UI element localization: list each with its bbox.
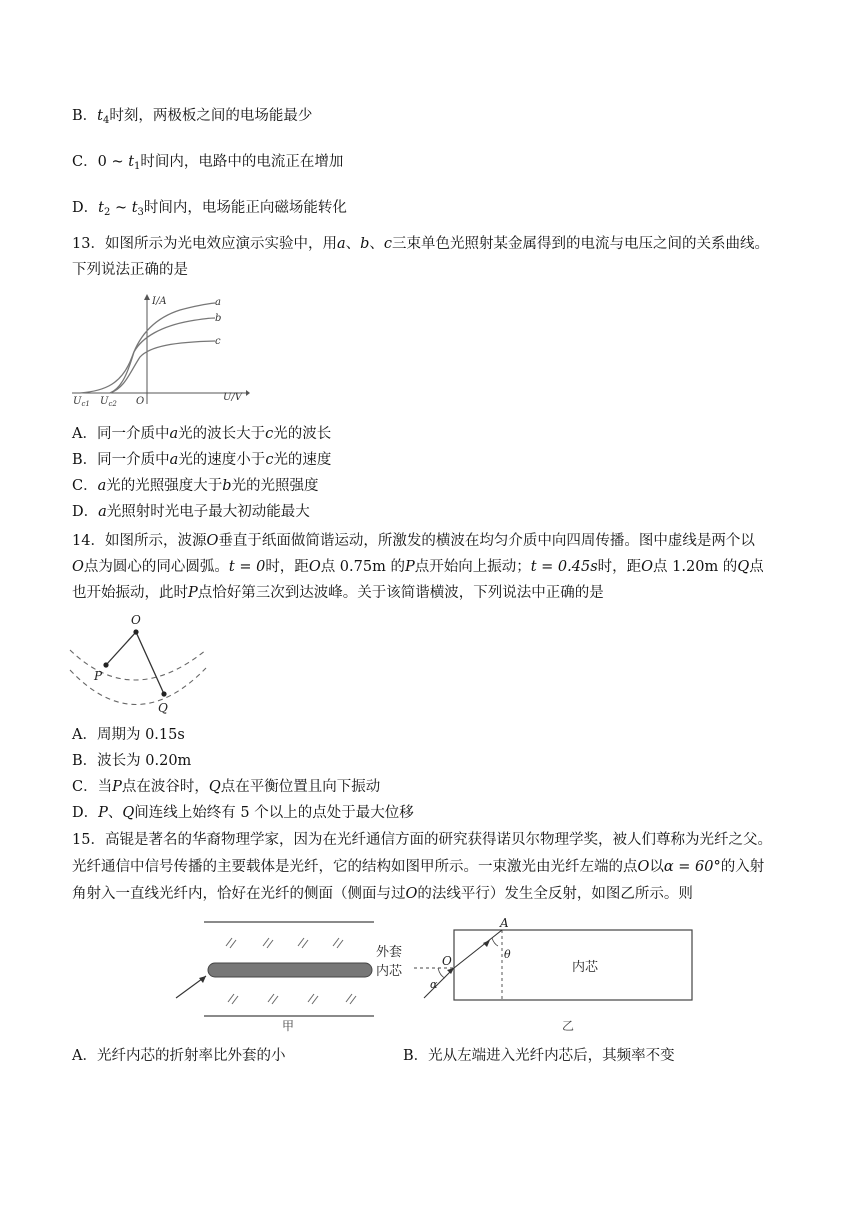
- inner-arc: [70, 650, 206, 680]
- figure-yi-caption: 乙: [562, 1019, 575, 1033]
- source-o-point: [133, 629, 138, 634]
- alpha-label: α: [430, 978, 438, 991]
- q14-option-c: C．当P点在波谷时，Q点在平衡位置且向下振动: [72, 779, 381, 795]
- y-axis-label: I/A: [152, 296, 167, 307]
- q13-stem-line1: 13．如图所示为光电效应演示实验中，用a、b、c三束单色光照射某金属得到的电流与电压之间的关系曲线。: [72, 236, 770, 252]
- q14-stem-line3: 也开始振动，此时P点恰好第三次到达波峰。关于该简谐横波，下列说法中正确的是: [72, 585, 604, 601]
- fiber-structure-figure: [168, 916, 420, 1034]
- curve-a-label: a: [215, 297, 221, 308]
- core-label: 内芯: [572, 960, 599, 975]
- theta-label: θ: [504, 948, 511, 961]
- photoelectric-iv-graph: [70, 292, 250, 410]
- refracted-ray: [454, 930, 502, 968]
- q14-option-b: B．波长为 0.20m: [72, 753, 192, 769]
- q12-option-c: C．0 ~ $t_1$时间内，电路中的电流正在增加: [72, 154, 344, 172]
- q15-stem-line3: 角射入一直线光纤内，恰好在光纤的侧面（侧面与过O的法线平行）发生全反射，如图乙所示。则: [72, 886, 693, 902]
- label-p: P: [94, 669, 103, 683]
- fiber-refraction-figure: [412, 916, 700, 1034]
- x-axis-label: U/V: [223, 392, 243, 403]
- uc1-label: $U_{c1}$: [73, 396, 90, 408]
- q14-option-d: D．P、Q间连线上始终有 5 个以上的点处于最大位移: [72, 805, 414, 821]
- curve-b: [110, 318, 215, 393]
- point-a-label: A: [500, 916, 509, 930]
- q15-option-b: B．光从左端进入光纤内芯后，其频率不变: [403, 1048, 675, 1064]
- point-o-label: O: [442, 954, 452, 968]
- q13-stem-line2: 下列说法正确的是: [72, 262, 188, 278]
- curve-c-label: c: [215, 336, 221, 347]
- inner-core-label: 内芯: [376, 964, 403, 979]
- curve-b-label: b: [215, 313, 222, 324]
- label-q: Q: [158, 701, 168, 715]
- origin-label: O: [136, 396, 145, 407]
- q13-option-b: B．同一介质中a光的速度小于c光的速度: [72, 452, 332, 468]
- q15-option-a: A．光纤内芯的折射率比外套的小: [72, 1048, 286, 1064]
- q12-option-d: D．$t_2$ ~ $t_3$时间内，电场能正向磁场能转化: [72, 200, 347, 218]
- q15-stem-line2: 光纤通信中信号传播的主要载体是光纤，它的结构如图甲所示。一束激光由光纤左端的点O以α = 60°的入射: [72, 859, 765, 875]
- q14-stem-line1: 14．如图所示，波源O垂直于纸面做简谐运动，所激发的横波在均匀介质中向四周传播。图中虚线是两个以: [72, 533, 755, 549]
- q15-stem-line1: 15．高锟是著名的华裔物理学家，因为在光纤通信方面的研究获得诺贝尔物理学奖，被人们尊称为光纤之父。: [72, 832, 772, 848]
- wave-source-figure: [66, 610, 210, 718]
- outer-arc: [70, 668, 206, 705]
- q13-option-a: A．同一介质中a光的波长大于c光的波长: [72, 426, 332, 442]
- point-q: [161, 691, 166, 696]
- label-o: O: [131, 613, 141, 627]
- q13-option-d: D．a光照射时光电子最大初动能最大: [72, 504, 310, 520]
- q14-stem-line2: O点为圆心的同心圆弧。t = 0时，距O点 0.75m 的P点开始向上振动；t = 0.45s时，距O点 1.20m 的Q点: [72, 559, 764, 575]
- q14-option-a: A．周期为 0.15s: [72, 727, 185, 743]
- fiber-core: [208, 963, 372, 977]
- q13-option-c: C．a光的光照强度大于b光的光照强度: [72, 478, 319, 494]
- point-p: [103, 662, 108, 667]
- outer-cladding-label: 外套: [376, 945, 403, 960]
- q12-option-b: B．$t_4$时刻，两极板之间的电场能最少: [72, 108, 313, 126]
- curve-c: [110, 341, 215, 393]
- uc2-label: $U_{c2}$: [100, 396, 117, 408]
- figure-jia-caption: 甲: [282, 1019, 295, 1033]
